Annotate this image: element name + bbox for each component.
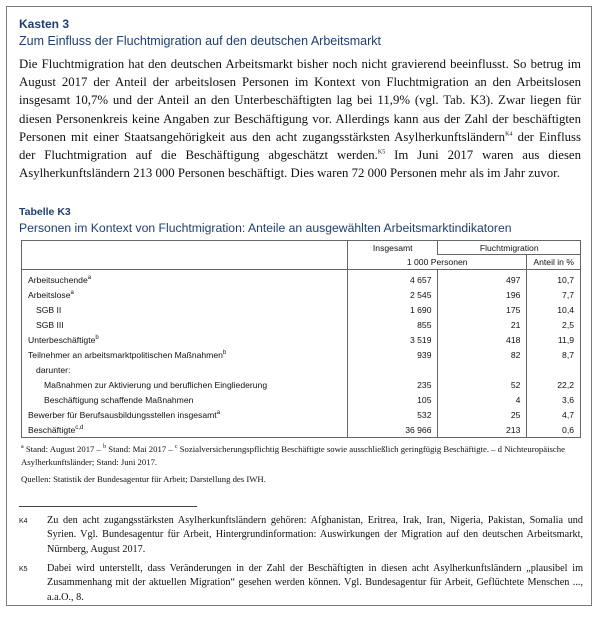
row-label: [22, 302, 348, 317]
cell-insgesamt: 2 545: [348, 287, 438, 302]
cell-share: 10,4: [527, 302, 580, 317]
footnote-separator: [19, 506, 197, 507]
header-insgesamt: Insgesamt: [348, 241, 438, 255]
cell-share: [527, 362, 580, 377]
footnote-ref-k5[interactable]: K5: [377, 149, 386, 156]
cell-insgesamt: [348, 362, 438, 377]
cell-insgesamt: 855: [348, 317, 438, 332]
row-label-text: Bewerber für Berufsausbildungsstellen insgesamt: [28, 409, 217, 420]
cell-fluchtmigration: 4: [438, 392, 527, 407]
header-blank: [22, 241, 348, 255]
row-label: [22, 287, 348, 302]
cell-share: 11,9: [527, 332, 580, 347]
row-label: [22, 270, 348, 288]
cell-fluchtmigration: 418: [438, 332, 527, 347]
table-sources: Quellen: Statistik der Bundesagentur für Arbeit; Darstellung des IWH.: [21, 474, 266, 484]
cell-insgesamt: 36 966: [348, 422, 438, 437]
row-label-text: Teilnehmer an arbeitsmarktpolitischen Maßnahmen: [28, 349, 223, 360]
table-row: [22, 422, 580, 437]
box-label: Kasten 3: [19, 17, 70, 31]
header-share: Anteil in %: [527, 255, 580, 270]
footnote-k5: [19, 562, 583, 605]
footnote-k5-mark: K5: [19, 566, 28, 573]
table-row: [22, 392, 580, 407]
note-a: Stand: August 2017 –: [23, 444, 104, 454]
cell-fluchtmigration: 82: [438, 347, 527, 362]
row-label-text: darunter:: [36, 364, 71, 375]
row-label-text: SGB II: [36, 304, 62, 315]
row-label: [22, 317, 348, 332]
footnote-k4-mark: K4: [19, 518, 28, 525]
table-row: [22, 287, 580, 302]
row-label: [22, 362, 348, 377]
note-c: Sozialversicherungspflichtig Beschäftigte sowie ausschließlich geringfügig Beschäftigte. – d Nichteuropäische Asylherkunftsländer; Stand: Juni 2017.: [21, 444, 565, 467]
cell-share: 2,5: [527, 317, 580, 332]
table-header-row: [22, 241, 580, 255]
row-label: [22, 377, 348, 392]
row-label: [22, 392, 348, 407]
row-label-text: Beschäftigte: [28, 424, 76, 435]
cell-share: 8,7: [527, 347, 580, 362]
row-label-text: SGB III: [36, 319, 64, 330]
note-mark-b: b: [103, 444, 107, 451]
cell-fluchtmigration: 21: [438, 317, 527, 332]
table-subheader-row: [22, 255, 580, 270]
cell-insgesamt: 1 690: [348, 302, 438, 317]
row-label-text: Maßnahmen zur Aktivierung und beruflichen Eingliederung: [44, 379, 268, 390]
row-label-text: Arbeitslose: [28, 289, 71, 300]
row-note-mark: a: [70, 289, 74, 296]
row-label-text: Beschäftigung schaffende Maßnahmen: [44, 394, 194, 405]
table-title: Personen im Kontext von Fluchtmigration: Anteile an ausgewählten Arbeitsmarktindikatoren: [19, 221, 512, 235]
cell-insgesamt: 4 657: [348, 270, 438, 288]
box-title: Zum Einfluss der Fluchtmigration auf den deutschen Arbeitsmarkt: [19, 34, 381, 48]
data-table: [22, 241, 580, 437]
row-label-text: Unterbeschäftigte: [28, 334, 96, 345]
body-paragraph: [19, 55, 581, 182]
cell-fluchtmigration: 497: [438, 270, 527, 288]
table-body: [22, 270, 580, 438]
table-row: [22, 407, 580, 422]
table-label: Tabelle K3: [19, 206, 71, 218]
cell-share: 7,7: [527, 287, 580, 302]
row-label: [22, 422, 348, 437]
data-table-frame: [21, 240, 581, 438]
subheader-blank: [22, 255, 348, 270]
footnote-k4-text: Zu den acht zugangsstärksten Asylherkunftsländern gehören: Afghanistan, Eritrea, Irak, Iran, Nigeria, Pakistan, Somalia und Syrien. Vgl. Bundesagentur für Arbeit, Hintergrundinformation: Auswirkungen der Migration auf den deutschen Arbeitsmarkt, Nürnberg, August 2017.: [47, 515, 583, 555]
table-row: [22, 302, 580, 317]
cell-fluchtmigration: [438, 362, 527, 377]
cell-fluchtmigration: 52: [438, 377, 527, 392]
cell-insgesamt: 105: [348, 392, 438, 407]
row-note-mark: a: [87, 275, 92, 282]
row-label: [22, 347, 348, 362]
cell-insgesamt: 235: [348, 377, 438, 392]
cell-share: 0,6: [527, 422, 580, 437]
row-note-mark: c,d: [75, 424, 84, 431]
table-row: [22, 377, 580, 392]
header-unit: 1 000 Personen: [348, 255, 527, 270]
cell-insgesamt: 939: [348, 347, 438, 362]
cell-insgesamt: 532: [348, 407, 438, 422]
note-mark-c: c: [174, 444, 178, 451]
header-fluchtmigration: Fluchtmigration: [438, 241, 580, 255]
table-row: [22, 270, 580, 288]
cell-fluchtmigration: 213: [438, 422, 527, 437]
row-label: [22, 407, 348, 422]
cell-share: 10,7: [527, 270, 580, 288]
info-box: [6, 6, 592, 606]
row-label: [22, 332, 348, 347]
note-mark-a: a: [21, 444, 24, 451]
note-b: Stand: Mai 2017 –: [106, 444, 175, 454]
body-text-part-1: Die Fluchtmigration hat den deutschen Arbeitsmarkt bisher noch nicht gravierend beeinflusst. So betrug im August 2017 der Anteil der arbeitslosen Personen im Kontext von Fluchtmigration an den Arbeitslosen insgesamt 10,7% und der Anteil an den Unterbeschäftigten lag bei 11,9% (vgl. Tab. K3). Zwar liegen für diesen Personenkreis keine Angaben zur Beschäftigung vor. Allerdings kann aus der Zahl der beschäftigten Personen mit einer Staatsangehörigkeit aus den acht zugangsstärksten Asylherkunftsländern: [19, 57, 581, 144]
cell-share: 22,2: [527, 377, 580, 392]
cell-share: 3,6: [527, 392, 580, 407]
footnote-ref-k4[interactable]: K4: [505, 131, 513, 138]
body-text-part-2: der Einfluss der Fluchtmigration auf die Beschäftigung abgeschätzt werden.: [19, 129, 581, 163]
footnote-k5-text: Dabei wird unterstellt, dass Veränderungen in der Zahl der Beschäftigten in diesen acht Asylherkunftsländern „plausibel im Zusammenhang mit der aktuellen Migration“ gesehen werden können. Vgl. Bundesagentur für Arbeit, Geflüchtete Menschen ..., a.a.O., 8.: [47, 563, 583, 603]
table-row: [22, 317, 580, 332]
cell-share: 4,7: [527, 407, 580, 422]
cell-insgesamt: 3 519: [348, 332, 438, 347]
table-row: [22, 362, 580, 377]
footnote-k4: [19, 514, 583, 557]
row-label-text: Arbeitsuchende: [28, 275, 88, 285]
cell-fluchtmigration: 25: [438, 407, 527, 422]
row-note-mark: b: [222, 349, 227, 356]
table-row: [22, 332, 580, 347]
table-notes: [21, 443, 581, 468]
row-note-mark: b: [95, 334, 99, 341]
body-text-part-3: Im Juni 2017 waren aus diesen Asylherkunftsländern 213 000 Personen beschäftigt. Dies waren 72 000 Personen mehr als im Jahr zuvor.: [19, 148, 581, 181]
row-note-mark: a: [216, 409, 221, 416]
cell-fluchtmigration: 196: [438, 287, 527, 302]
cell-fluchtmigration: 175: [438, 302, 527, 317]
table-row: [22, 347, 580, 362]
